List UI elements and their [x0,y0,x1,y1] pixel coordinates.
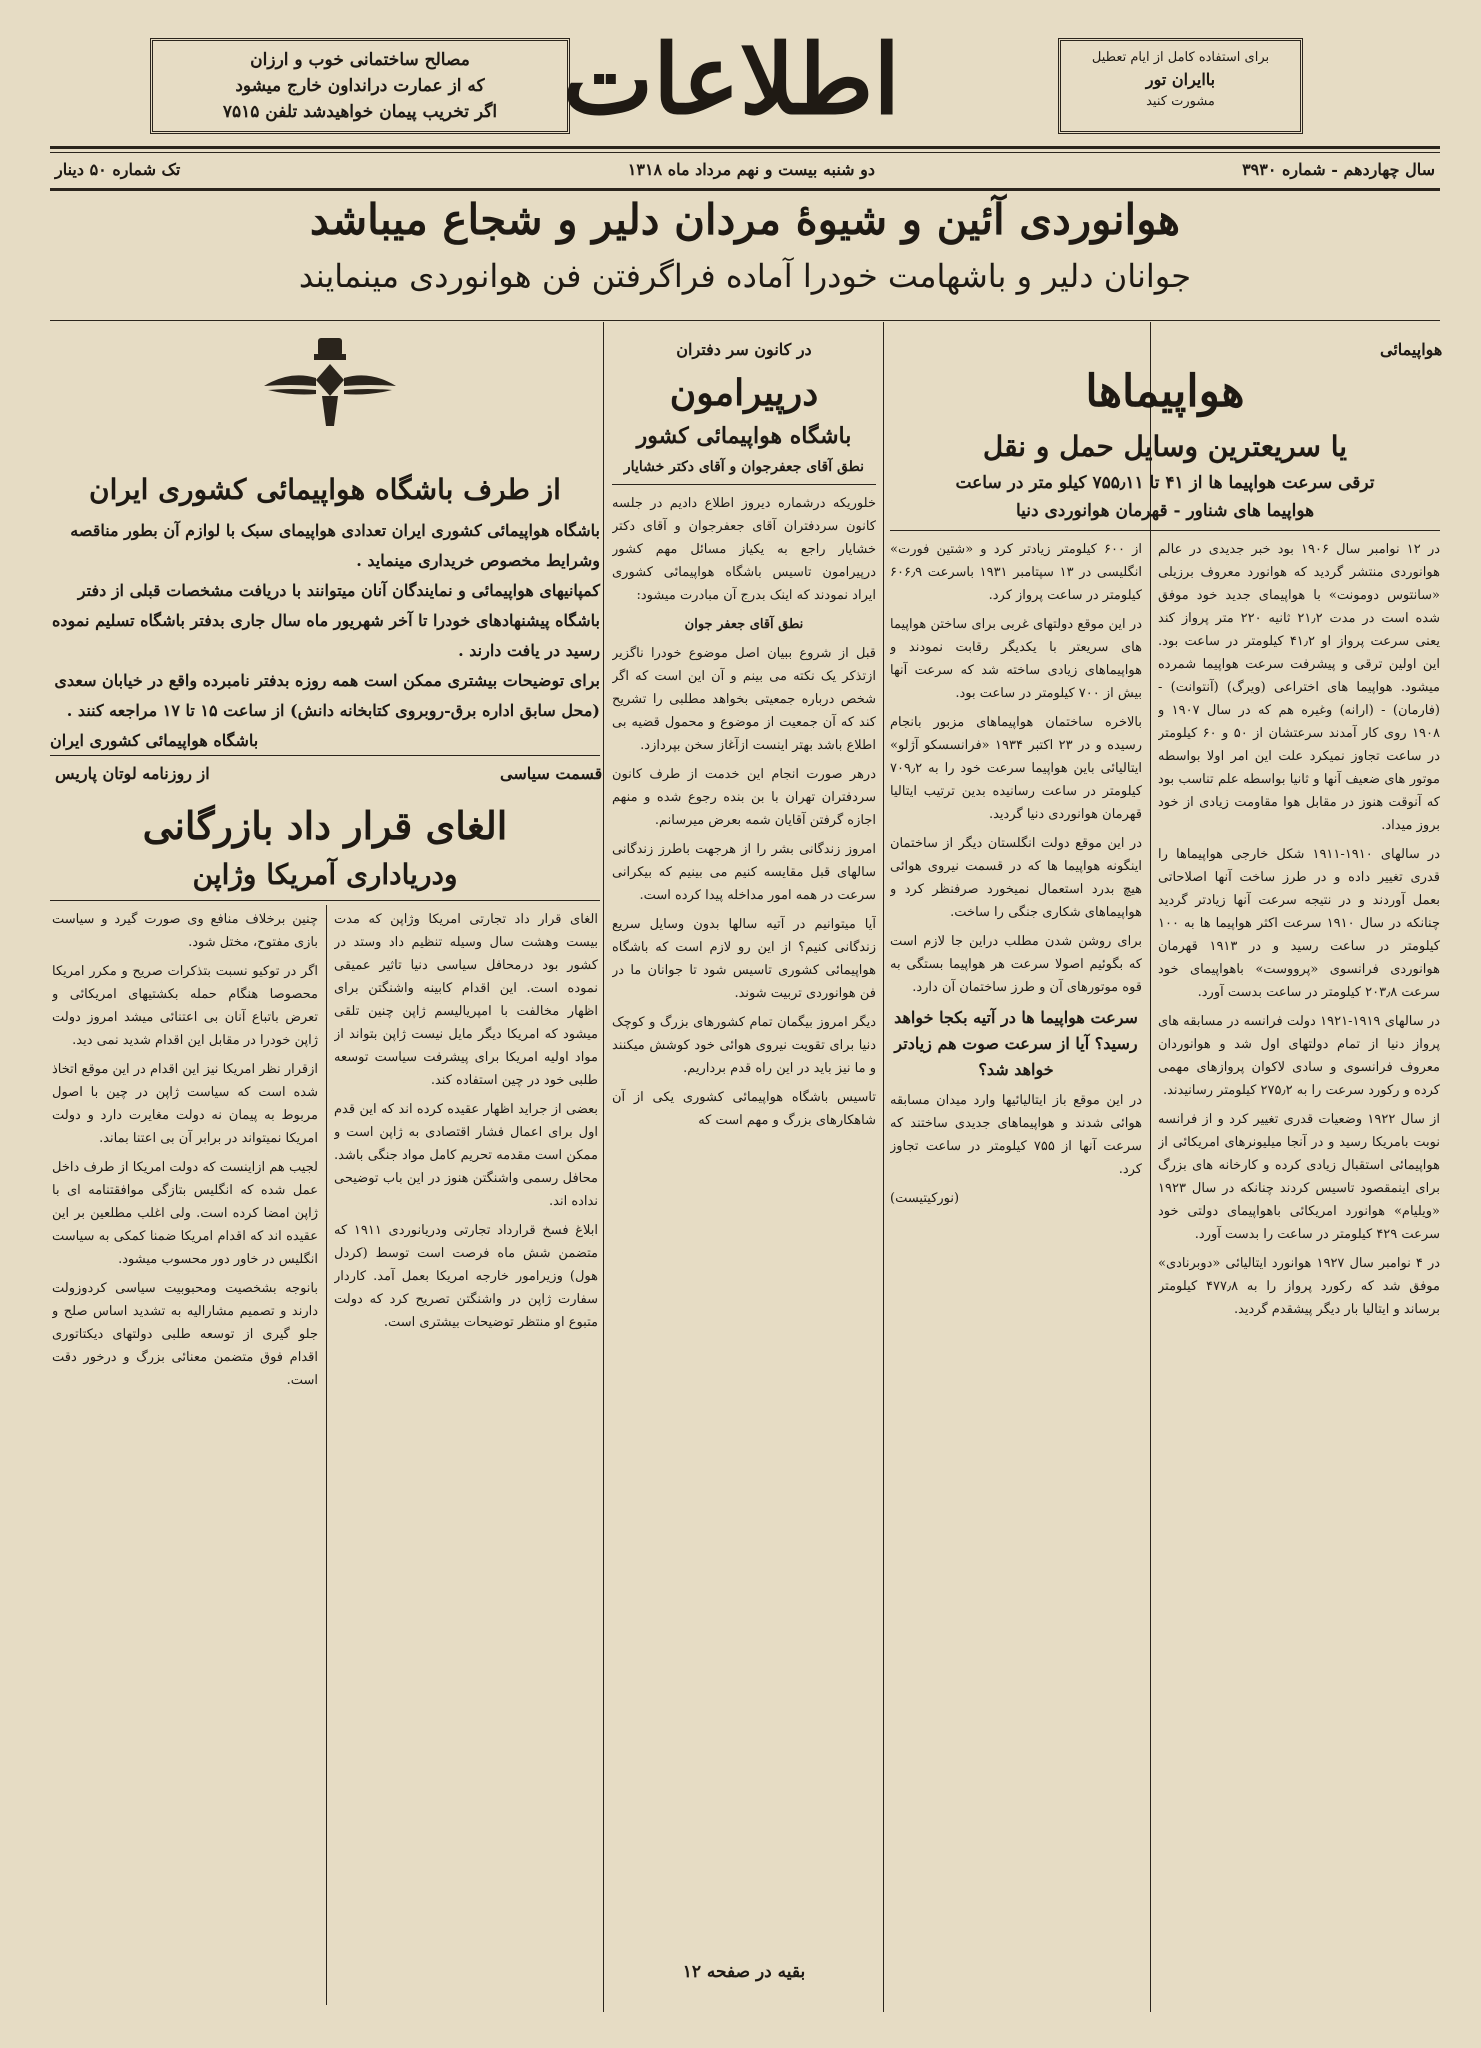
divider [50,755,600,756]
article-paragraph: الغای قرار داد تجارتی امریکا وژاپن که مدت بیست وهشت سال وسیله تنظیم داد وستد در کشور بود درمحافل سیاسی دنیا تاثیر عمیقی نموده است. این اقدام کابینه واشنگتن برای اظهار مخالفت با امپریالیسم ژاپن چنین تلقی میشود که امریکا دیگر مایل نیست ژاپن بتواند از مواد اولیه امریکا برای پیشرفت سیاست توسعه طلبی خود در چین استفاده کند. [334,912,598,1088]
issue-number: سال چهاردهم - شماره ۳۹۳۰ [1242,160,1435,179]
ad-line: اگر تخریب پیمان خواهیدشد تلفن ۷۵۱۵ [222,102,498,122]
column-divider [883,322,884,2012]
masthead-rule [50,146,1440,149]
article-deck: نطق آقای جعفرجوان و آقای دکتر خشایار [623,459,865,475]
article-paragraph: دیگر امروز بیگمان تمام کشورهای بزرگ و کوچک دنیا برای تقویت نیروی هوائی خود کوشش میکنند و ما نیز باید در این راه قدم برداریم. [612,1015,876,1076]
article-byline: (نورکیتیست) [890,1191,960,1206]
ad-line: مشورت کنید [1146,94,1215,109]
ad-building-materials [150,38,570,134]
article-paragraph: بانوجه بشخصیت ومحبوبیت سیاسی کردوزولت دارند و تصمیم مشارالیه به تشدید اساس صلح و جلو گیری از توسعه طلبی دولتهای دیکتاتوری اقدام فوق متضمن معنائی بزرگ و درخور دقت است. [52,1281,318,1388]
sub-headline: جوانان دلیر و باشهامت خودرا آماده فراگرفتن فن هوانوردی مینمایند [298,257,1192,295]
article-paragraph: در ۴ نوامبر سال ۱۹۲۷ هوانورد ایتالیائی «دوبرنادی» موفق شد که رکورد پرواز را به ۴۷۷٫۸ کیلومتر برساند و ایتالیا بار دیگر پیشقدم گردید. [1158,1256,1440,1317]
divider [890,530,1440,531]
divider [50,320,1440,321]
article-title: درپیرامون [669,372,819,414]
dateline [55,160,1435,184]
announcement-paragraph: باشگاه هواپیمائی کشوری ایران تعدادی هواپیمای سبک با لوازم آن بطور مناقصه وشرایط مخصوص خریداری مینماید . [70,521,600,570]
article-paragraph: خلوریکه درشماره دیروز اطلاع دادیم در جلسه کانون سردفتران آقای جعفرجوان و آقای دکتر خشایار راجع به یکیاز مسائل مهم کشور درپیرامون تاسیس باشگاه هواپیمائی کشوری ایراد نمودند که اینک بدرج آن مبادرت میشود: [612,496,876,603]
announcement-signature: باشگاه هواپیمائی کشوری ایران [50,731,259,750]
article-column [1158,538,1440,2008]
article-paragraph: ابلاغ فسخ قرارداد تجارتی ودریانوردی ۱۹۱۱ که متضمن شش ماه فرصت است توسط (کردل هول) وزیرامور خارجه امریکا بعمل آمد. کاردار سفارت ژاپن در واشنگتن تصریح کرد که دولت متبوع او منتظر توضیحات بیشتری است. [334,1223,598,1330]
article-paragraph: از سال ۱۹۲۲ وضعیات قدری تغییر کرد و از فرانسه نوبت بامریکا رسید و در آنجا میلیونرهای امریکائی از هواپیمائی استقبال زیادی کرده و کارخانه های بزرگ برای اینمقصود تاسیس کردند چنانکه در سال ۱۹۲۳ «ویلیام» هوانورد امریکائی باهواپیمای دولتی خود سرعت ۴۲۹ کیلومتر در ساعت را بدست آورد. [1158,1112,1440,1242]
continued-note: بقیه در صفحه ۱۲ [682,1962,806,1982]
speech-head: نطق آقای جعفر جوان [684,617,804,632]
column-divider [1150,322,1151,2012]
issue-price: تک شماره ۵۰ دینار [55,160,181,179]
article-subtitle: ودریاداری آمریکا وژاپن [192,858,458,891]
article-subtitle: باشگاه هواپیمائی کشور [636,423,852,449]
ad-line: مصالح ساختمانی خوب و ارزان [250,50,470,70]
club-announcement [50,470,600,756]
article-paragraph: در سالهای ۱۹۱۹-۱۹۲۱ دولت فرانسه در مسابقه های پرواز دنیا از تمام دولتهای اول شد و هوانوردان معروف فرانسوی و سادی لاکوان پروازهای مهمی کرده و رکورد سرعت را به ۲۷۵٫۲ کیلومتر رسانیدند. [1158,1014,1440,1098]
article-paragraph: در این موقع دولتهای غربی برای ساختن هواپیما های سریعتر با یکدیگر رقابت نمودند و هواپیماهای زیادی ساخته شد که سرعت آنها بیش از ۷۰۰ کیلومتر در ساعت بود. [890,617,1142,701]
article-subhead: سرعت هواپیما ها در آتیه بکجا خواهد رسید؟ آیا از سرعت صوت هم زیادتر خواهد شد؟ [894,1008,1138,1079]
article-source: از روزنامه لوتان پاریس [55,764,210,783]
article-subtitle: یا سریعترین وسایل حمل و نقل [982,430,1348,463]
ad-line: که از عمارت درانداون خارج میشود [235,76,485,96]
article-column [890,538,1142,2008]
article-paragraph: امروز زندگانی بشر را از هرجهت باطرز زندگانی سالهای قبل مقایسه کنیم می بینیم که بیکرانی سرعت در همه امور مداخله پیدا کرده است. [612,842,876,903]
article-paragraph: در سالهای ۱۹۱۰-۱۹۱۱ شکل خارجی هواپیماها را قدری تغییر داده و در طرز ساخت آنها اصلاحاتی بعمل آوردند و در نتیجه سرعت آنها زیادتر گردید چنانکه در سال ۱۹۱۰ سرعت اکثر هواپیما ها به ۱۰۰ کیلومتر در ساعت رسید و در ۱۹۱۳ قهرمان هوانوردی فرانسوی «پرووست» باهواپیمای خود سرعت ۲۰۳٫۸ کیلومتر در ساعت بدست آورد. [1158,847,1440,1000]
ad-line: باایران تور [1145,70,1216,89]
article-paragraph: از ۶۰۰ کیلومتر زیادتر کرد و «شتین فورت» انگلیسی در ۱۳ سپتامبر ۱۹۳۱ باسرعت ۶۰۶٫۹ کیلومتر در ساعت پرواز کرد. [890,542,1142,603]
article-paragraph: لجیب هم ازاینست که دولت امریکا از طرف داخل عمل شده که انگلیس بتازگی موافقتنامه ای با ژاپن امضا کرده است. ولی اغلب مطلعین بر این عقیده اند که اقدام امریکا ضمنا کمکی به سیاست انگلیس در خاور دور محسوب میشود. [52,1160,318,1267]
article-paragraph: ازقرار نظر امریکا نیز این اقدام در این موقع اتخاذ شده است که سیاست ژاپن در چین با اصول مربوط به پیمان نه دولت مغایرت دارد و دولت امریکا نمیتواند در برابر آن بی اعتنا بماند. [52,1062,318,1146]
announcement-paragraph: برای توضیحات بیشتری ممکن است همه روزه بدفتر نامبرده واقع در خیابان سعدی (محل سابق اداره برق-روبروی کتابخانه دانش) از ساعت ۱۵ تا ۱۷ مراجعه کنند . [54,671,600,720]
article-paragraph: بالاخره ساختمان هواپیماهای مزبور بانجام رسیده و در ۲۳ اکتبر ۱۹۳۴ «فرانسسکو آژلو» ایتالیائی باین هواپیما سرعت خود را به ۷۰۹٫۲ کیلومتر در ساعت رسانیده بدین ترتیب ایتالیا قهرمان هوانوردی دنیا گردید. [890,715,1142,822]
column-divider [326,905,327,2005]
article-deck: هواپیما های شناور - قهرمان هوانوردی دنیا [1015,501,1315,521]
article-paragraph: قبل از شروع ببیان اصل موضوع خودرا ناگزیر ازتذکر یک نکته می بینم و آن این است که اگر شخص درباره جمعیتی بخواهد مطلبی را تشریح کند که آن جمعیت از موضوع و محمول قضیه بی اطلاع باشد بهتر اینست ازآغاز سخن بپردازد. [612,646,876,753]
announcement-body [50,516,600,756]
masthead-rule [50,152,1440,153]
section-kicker: در کانون سر دفتران [676,340,812,359]
article-paragraph: چنین برخلاف منافع وی صورت گیرد و سیاست بازی مفتوح، مختل شود. [52,912,318,950]
article-paragraph: برای روشن شدن مطلب دراین جا لازم است که بگوئیم اصولا سرعت هر هواپیما بستگی به قوه موتورهای آن و طرز ساختمان آن دارد. [890,934,1142,995]
article-column [52,908,318,2008]
article-title: الغای قرار داد بازرگانی [142,803,508,848]
article-paragraph: آیا میتوانیم در آتیه سالها بدون وسایل سریع زندگانی کنیم؟ از این رو لازم است که باشگاه هواپیمائی کشوری تاسیس شود تا جوانان ما در فن هوانوردی تربیت شوند. [612,917,876,1001]
divider [50,900,600,901]
dateline-rule [50,188,1440,191]
newspaper-logo: اطلاعات [562,23,900,136]
main-headline: هوانوردی آئین و شیوهٔ مردان دلیر و شجاع میباشد [309,195,1181,244]
article-paragraph: در ۱۲ نوامبر سال ۱۹۰۶ بود خبر جدیدی در عالم هوانوردی منتشر گردید که هوانورد معروف برزیلی «سانتوس دومونت» با هواپیمای جدید خود موفق شده است در مدت ۲۱٫۲ ثانیه ۲۲۰ متر پرواز کند یعنی سرعت پرواز او ۴۱٫۲ کیلومتر در ساعت بود. این اولین ترقی و پیشرفت سرعت هواپیما شمرده میشود. هواپیما های اختراعی (ویرگ) (آنتوانت) - (فارمان) - (ارانه) وغیره هم که در سال ۱۹۰۷ و ۱۹۰۸ روی کار آمدند سرعتشان از ۵۰ و ۶۰ کیلومتر در ساعت تجاوز نمیکرد علت این امر اولا بواسطه موتور های ضعیف آنها و ثانیا بواسطه علم تناسب بود که آنوقت هنوز در مقابل هوا مقاومت زیادی از خود بروز میداد. [1158,542,1440,833]
article-paragraph: تاسیس باشگاه هواپیمائی کشوری یکی از آن شاهکارهای بزرگ و مهم است که [612,1090,876,1128]
article-paragraph: در این موقع دولت انگلستان دیگر از ساختمان اینگونه هواپیما ها که در قسمت نیروی هوائی هیچ بدرد استعمال نمیخورد صرفنظر کرد و هواپیماهای شکاری جنگی را ساخت. [890,836,1142,920]
article-paragraph: اگر در توکیو نسبت بتذکرات صریح و مکرر امریکا محصوصا هنگام حمله بکشتیهای امریکائی و تعرض باتباع آنان بی اعتنائی میشد امروز دولت ژاپن خودرا در مقابل این اقدام شدید نمی دید. [52,964,318,1048]
column-divider [603,322,604,2012]
article-deck: ترقی سرعت هواپیما ها از ۴۱ تا ۷۵۵٫۱۱ کیلو متر در ساعت [955,473,1375,493]
issue-date: دو شنبه بیست و نهم مرداد ماه ۱۳۱۸ [627,160,875,179]
article-paragraph: بعضی از جراید اظهار عقیده کرده اند که این قدم اول برای اعمال فشار اقتصادی به ژاپن است و ممکن است مقدمه تحریم کامل مواد جنگی باشد. محافل رسمی واشنگتن هنوز در این باب توضیحی نداده اند. [334,1102,598,1209]
article-column [334,908,598,2008]
article-paragraph: درهر صورت انجام این خدمت از طرف کانون سردفتران تهران با بن بنده رجوع شده و منهم اجازه گرفتن آقایان شمه بعرض میرسانم. [612,767,876,828]
announcement-title: از طرف باشگاه هواپیمائی کشوری ایران [89,473,561,506]
divider [612,484,876,485]
section-kicker: هواپیمائی [1380,340,1443,359]
article-paragraph: در این موقع باز ایتالیائیها وارد میدان مسابقه هوائی شدند و هواپیماهای جدیدی ساختند که سرعت آنها از ۷۵۵ کیلومتر در ساعت تجاوز کرد. [890,1093,1142,1177]
ad-iran-tour [1058,38,1303,134]
ad-line: برای استفاده کامل از ایام تعطیل [1091,50,1270,65]
article-title: هواپیماها [1085,366,1245,417]
announcement-paragraph: کمپانیهای هواپیمائی و نمایندگان آنان میتوانند با دریافت مشخصات قبلی از دفتر باشگاه پیشنهادهای خودرا تا آخر شهریور ماه سال جاری بدفتر باشگاه تسلیم نموده رسید در یافت دارند . [52,581,600,660]
section-kicker: قسمت سیاسی [500,764,603,783]
aviation-emblem-icon [260,330,400,440]
article-column [612,492,876,1932]
